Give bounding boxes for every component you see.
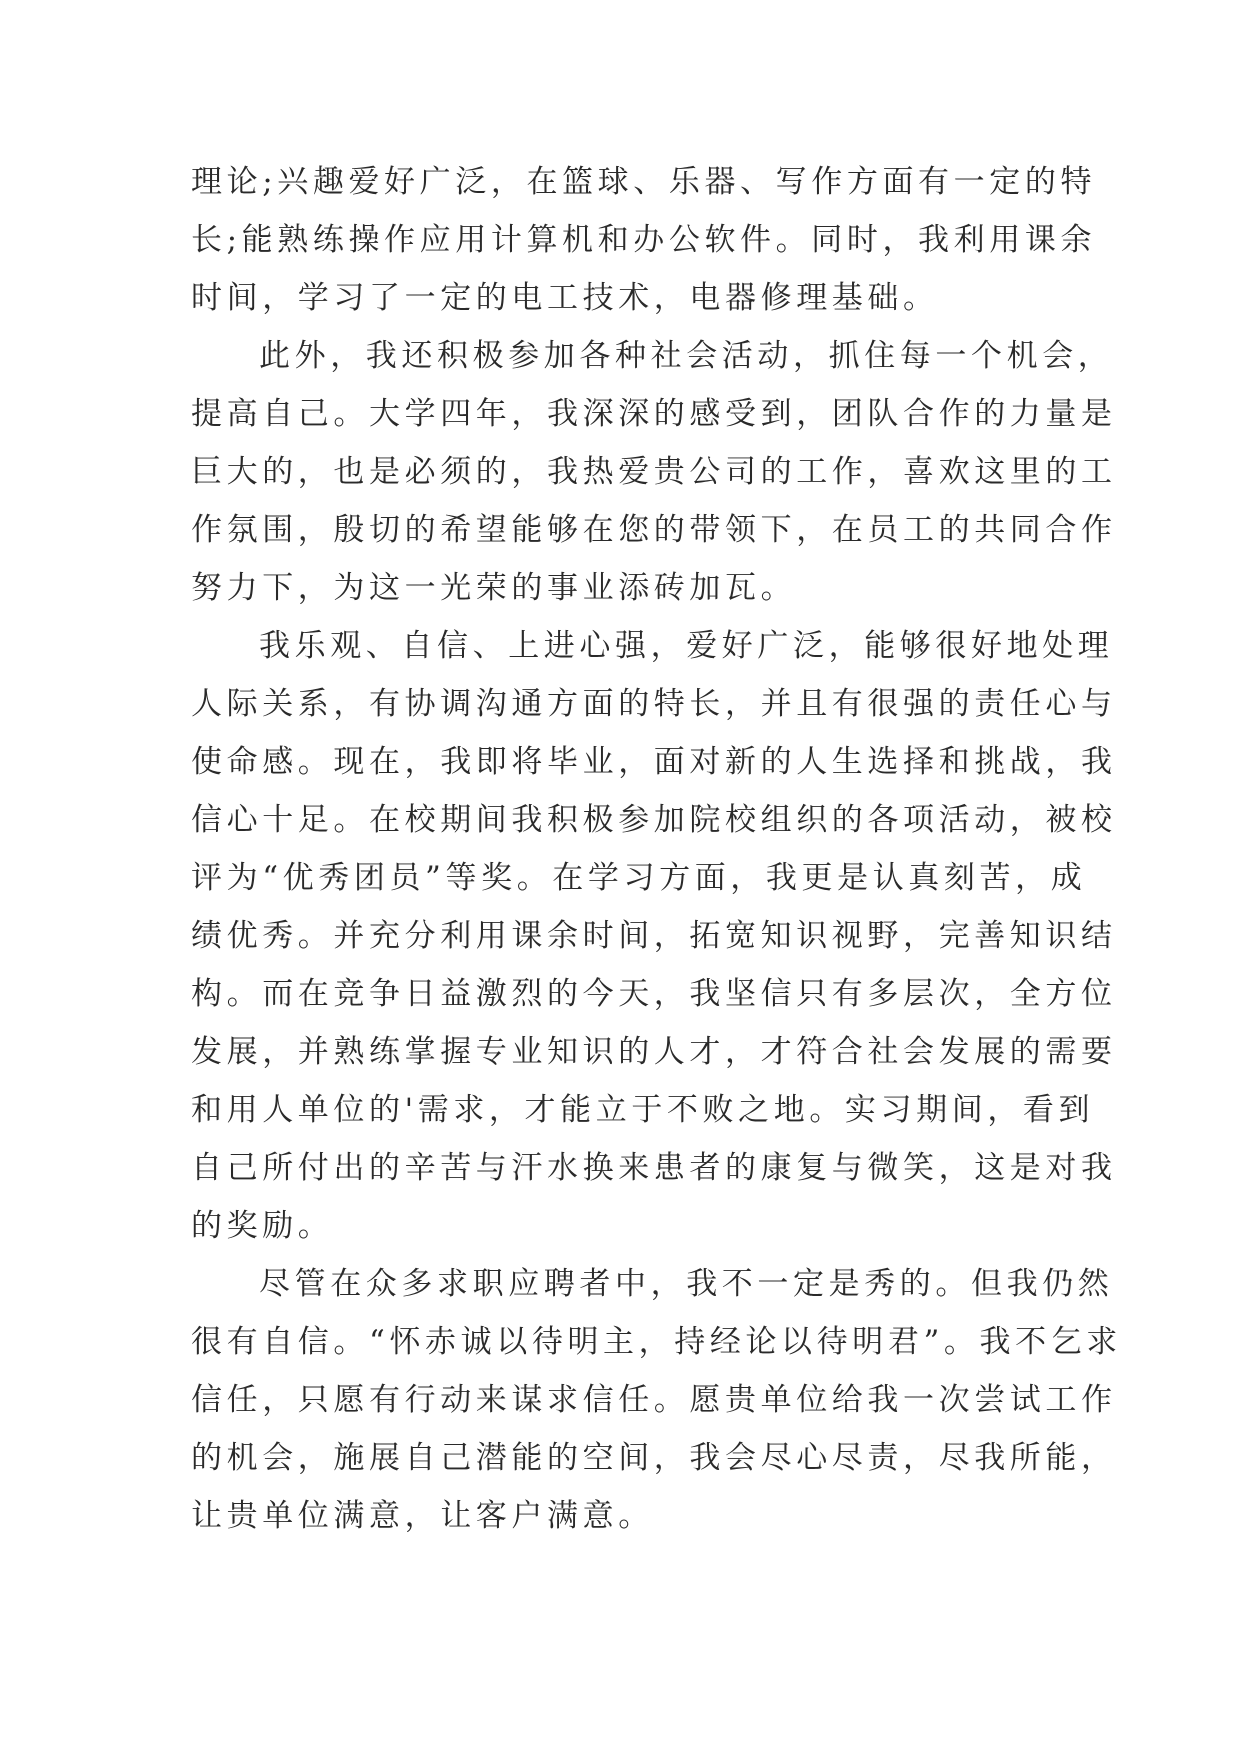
text-line: 长;能熟练操作应用计算机和办公软件。同时，我利用课余 <box>191 222 1097 258</box>
text-line: 让贵单位满意，让客户满意。 <box>191 1498 654 1534</box>
text-line: 理论;兴趣爱好广泛，在篮球、乐器、写作方面有一定的特 <box>191 164 1097 200</box>
text-line: 自己所付出的辛苦与汗水换来患者的康复与微笑，这是对我 <box>191 1150 1117 1186</box>
text-line: 的机会，施展自己潜能的空间，我会尽心尽责，尽我所能， <box>191 1440 1117 1476</box>
text-line: 的奖励。 <box>191 1208 334 1244</box>
paragraph-4 <box>191 1255 1122 1545</box>
paragraph-2 <box>191 327 1117 617</box>
text-line: 作氛围，殷切的希望能够在您的带领下，在员工的共同合作 <box>191 512 1117 548</box>
paragraph-3 <box>191 617 1117 1255</box>
text-line: 人际关系，有协调沟通方面的特长，并且有很强的责任心与 <box>191 686 1117 722</box>
text-line: 努力下，为这一光荣的事业添砖加瓦。 <box>191 570 797 606</box>
text-line: 此外，我还积极参加各种社会活动，抓住每一个机会， <box>259 338 1114 374</box>
text-line: 发展，并熟练掌握专业知识的人才，才符合社会发展的需要 <box>191 1034 1117 1070</box>
text-line: 评为“优秀团员”等奖。在学习方面，我更是认真刻苦，成 <box>191 860 1087 896</box>
text-line: 绩优秀。并充分利用课余时间，拓宽知识视野，完善知识结 <box>191 918 1117 954</box>
text-line: 信心十足。在校期间我积极参加院校组织的各项活动，被校 <box>191 802 1117 838</box>
text-line: 构。而在竞争日益激烈的今天，我坚信只有多层次，全方位 <box>191 976 1117 1012</box>
paragraph-1 <box>191 153 1097 327</box>
text-line: 尽管在众多求职应聘者中，我不一定是秀的。但我仍然 <box>259 1266 1114 1302</box>
document-body <box>191 153 1122 1545</box>
text-line: 我乐观、自信、上进心强，爱好广泛，能够很好地处理 <box>259 628 1114 664</box>
text-line: 巨大的，也是必须的，我热爱贵公司的工作，喜欢这里的工 <box>191 454 1117 490</box>
text-line: 很有自信。“怀赤诚以待明主，持经论以待明君”。我不乞求 <box>191 1324 1122 1360</box>
text-line: 使命感。现在，我即将毕业，面对新的人生选择和挑战，我 <box>191 744 1117 780</box>
text-line: 和用人单位的'需求，才能立于不败之地。实习期间，看到 <box>191 1092 1095 1128</box>
text-line: 提高自己。大学四年，我深深的感受到，团队合作的力量是 <box>191 396 1117 432</box>
text-line: 信任，只愿有行动来谋求信任。愿贵单位给我一次尝试工作 <box>191 1382 1117 1418</box>
text-line: 时间，学习了一定的电工技术，电器修理基础。 <box>191 280 939 316</box>
